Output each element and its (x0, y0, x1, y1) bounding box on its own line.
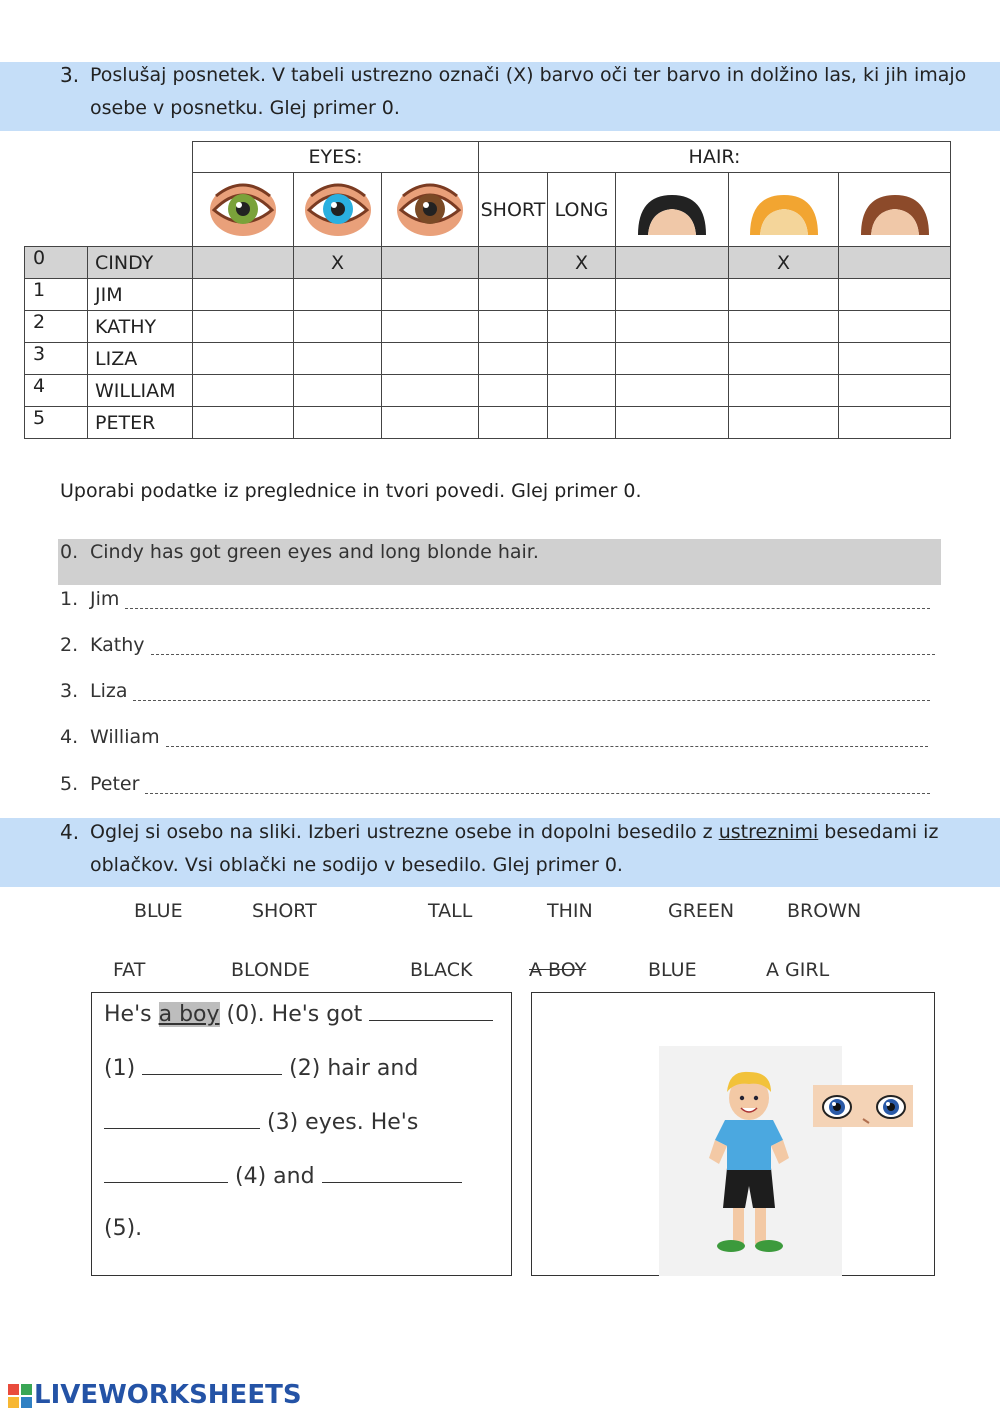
mark-cell (193, 247, 294, 279)
mark-cell[interactable] (193, 407, 294, 439)
mark-cell[interactable] (729, 375, 839, 407)
mark-cell: X (729, 247, 839, 279)
blank-1-input[interactable] (369, 1000, 493, 1021)
mark-cell[interactable] (193, 343, 294, 375)
fill-line-5: (5). (104, 1216, 143, 1241)
mark-cell (616, 247, 729, 279)
task4-line2: oblačkov. Vsi oblački ne sodijo v besedilo. Glej primer 0. (90, 854, 623, 876)
blank-5-input[interactable] (322, 1162, 462, 1183)
answer-line-input[interactable] (125, 608, 930, 609)
task3-line2: osebe v posnetku. Glej primer 0. (90, 97, 400, 119)
row-name: JIM (88, 279, 193, 311)
mark-cell[interactable] (382, 343, 479, 375)
row-name: CINDY (88, 247, 193, 279)
mark-cell[interactable] (839, 279, 951, 311)
task4-line1: Oglej si osebo na sliki. Izberi ustrezne osebe in dopolni besedilo z ustreznimi besedami iz (90, 821, 939, 843)
mark-cell[interactable] (616, 279, 729, 311)
example-answer: a boy (158, 1002, 220, 1027)
mark-cell[interactable] (839, 407, 951, 439)
blank-3-input[interactable] (104, 1108, 260, 1129)
brown-hair-icon (839, 173, 951, 247)
word-tall[interactable]: TALL (428, 900, 473, 922)
mark-cell[interactable] (548, 407, 616, 439)
sentence-text: William (90, 726, 160, 748)
word-green[interactable]: GREEN (668, 900, 735, 922)
mark-cell[interactable] (839, 375, 951, 407)
fill-line-2: (1) (2) hair and (104, 1056, 419, 1081)
liveworksheets-logo[interactable]: LIVEWORKSHEETS (34, 1380, 302, 1410)
mark-cell[interactable] (548, 311, 616, 343)
mark-cell[interactable] (193, 375, 294, 407)
mark-cell[interactable] (616, 375, 729, 407)
short-header: SHORT (479, 173, 548, 247)
table-row (25, 279, 951, 311)
blonde-hair-icon (729, 173, 839, 247)
fill-line-4: (4) and (104, 1162, 462, 1189)
brown-eye-icon (382, 173, 479, 247)
features-table (24, 141, 951, 439)
green-eye-icon (193, 173, 294, 247)
row-name: WILLIAM (88, 375, 193, 407)
fill-line-3: (3) eyes. He's (104, 1108, 418, 1135)
mark-cell[interactable] (382, 407, 479, 439)
boy-illustration (659, 1046, 842, 1276)
sentence-number: 4. (60, 726, 79, 748)
mark-cell[interactable] (193, 279, 294, 311)
sentence-text: Jim (90, 588, 120, 610)
word-thin[interactable]: THIN (547, 900, 593, 922)
mark-cell[interactable] (382, 279, 479, 311)
mark-cell[interactable] (548, 375, 616, 407)
mark-cell[interactable] (294, 343, 382, 375)
mark-cell[interactable] (479, 311, 548, 343)
mark-cell[interactable] (616, 311, 729, 343)
row-number: 3 (25, 343, 88, 375)
hair-header: HAIR: (479, 142, 951, 173)
row-number: 0 (25, 247, 88, 279)
sentence-number: 2. (60, 634, 79, 656)
row-name: KATHY (88, 311, 193, 343)
mark-cell[interactable] (479, 375, 548, 407)
word-fat[interactable]: FAT (113, 959, 146, 981)
row-name: PETER (88, 407, 193, 439)
table-row (25, 375, 951, 407)
mark-cell (382, 247, 479, 279)
mark-cell[interactable] (729, 343, 839, 375)
mark-cell[interactable] (479, 343, 548, 375)
mark-cell: X (548, 247, 616, 279)
word-black[interactable]: BLACK (410, 959, 473, 981)
sentence-number: 1. (60, 588, 79, 610)
row-name: LIZA (88, 343, 193, 375)
mark-cell[interactable] (294, 279, 382, 311)
mark-cell[interactable] (729, 407, 839, 439)
sentence-text: Peter (90, 773, 140, 795)
sentence-instruction: Uporabi podatke iz preglednice in tvori povedi. Glej primer 0. (60, 480, 642, 502)
table-row (25, 311, 951, 343)
mark-cell (479, 247, 548, 279)
row-number: 1 (25, 279, 88, 311)
sentence-text: Liza (90, 680, 128, 702)
answer-line-input[interactable] (151, 654, 935, 655)
mark-cell[interactable] (193, 311, 294, 343)
table-row (25, 407, 951, 439)
word-blue-2[interactable]: BLUE (648, 959, 697, 981)
mark-cell[interactable] (616, 343, 729, 375)
blue-eye-icon (294, 173, 382, 247)
sentence-number: 5. (60, 773, 79, 795)
row-number: 4 (25, 375, 88, 407)
word-blue[interactable]: BLUE (134, 900, 183, 922)
row-number: 2 (25, 311, 88, 343)
mark-cell[interactable] (294, 407, 382, 439)
answer-line-input[interactable] (166, 746, 928, 747)
task3-number: 3. (60, 63, 80, 87)
sentence-number: 3. (60, 680, 79, 702)
word-a-boy[interactable]: A BOY (529, 959, 587, 981)
sentence-number: 0. (60, 541, 79, 563)
mark-cell (839, 247, 951, 279)
table-row (25, 247, 951, 279)
fill-line-1: He's a boy (0). He's got (104, 1000, 493, 1027)
sentence-text: Kathy (90, 634, 145, 656)
mark-cell: X (294, 247, 382, 279)
mark-cell[interactable] (616, 407, 729, 439)
mark-cell[interactable] (548, 343, 616, 375)
eyes-header: EYES: (193, 142, 479, 173)
long-header: LONG (548, 173, 616, 247)
table-row (25, 343, 951, 375)
mark-cell[interactable] (479, 407, 548, 439)
black-hair-icon (616, 173, 729, 247)
mark-cell[interactable] (839, 311, 951, 343)
answer-line-input[interactable] (145, 793, 930, 794)
mark-cell[interactable] (548, 279, 616, 311)
blank-2-input[interactable] (142, 1054, 282, 1075)
mark-cell[interactable] (382, 375, 479, 407)
mark-cell[interactable] (479, 279, 548, 311)
word-blonde[interactable]: BLONDE (231, 959, 310, 981)
sentence-text: Cindy has got green eyes and long blonde hair. (90, 541, 539, 563)
mark-cell[interactable] (729, 311, 839, 343)
task4-number: 4. (60, 820, 80, 844)
blank-4-input[interactable] (104, 1162, 228, 1183)
answer-line-input[interactable] (133, 700, 930, 701)
word-a-girl[interactable]: A GIRL (766, 959, 830, 981)
word-brown[interactable]: BROWN (787, 900, 862, 922)
task3-instruction (60, 59, 967, 129)
mark-cell[interactable] (382, 311, 479, 343)
mark-cell[interactable] (839, 343, 951, 375)
word-short[interactable]: SHORT (252, 900, 317, 922)
blue-eyes-closeup (813, 1085, 913, 1127)
row-number: 5 (25, 407, 88, 439)
liveworksheets-logo-icon (8, 1384, 32, 1408)
task4-instruction (60, 816, 960, 886)
mark-cell[interactable] (729, 279, 839, 311)
mark-cell[interactable] (294, 311, 382, 343)
task3-line1: Poslušaj posnetek. V tabeli ustrezno označi (X) barvo oči ter barvo in dolžino las, ki jih imajo (90, 64, 967, 86)
mark-cell[interactable] (294, 375, 382, 407)
